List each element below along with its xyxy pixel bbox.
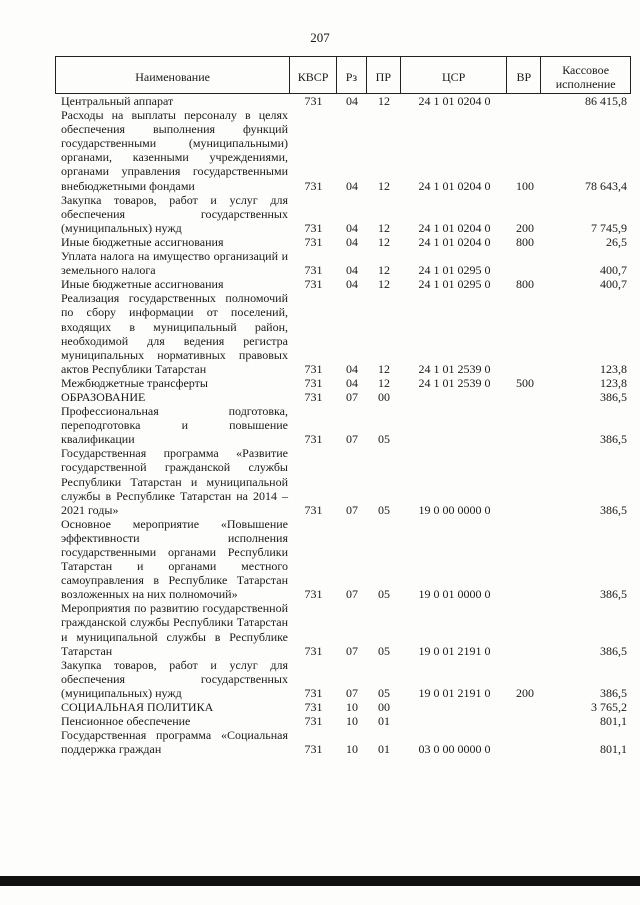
cell-name: Иные бюджетные ассигнования [61,234,224,249]
cell-name: Закупка товаров, работ и услуг для обеспечения государственных (муниципальных) нужд [61,192,288,235]
cell-kvsr: 731 [304,502,323,517]
cell-rz: 07 [346,389,358,404]
cell-amount: 801,1 [600,714,627,729]
cell-name: ОБРАЗОВАНИЕ [61,389,146,404]
cell-pr: 12 [378,263,390,278]
cell-kvsr: 731 [304,389,323,404]
table-row [55,446,631,516]
cell-csr: 24 1 01 0295 0 [418,277,491,292]
cell-vr: 200 [516,220,534,235]
cell-kvsr: 731 [304,220,323,235]
cell-kvsr: 731 [304,643,323,658]
cell-kvsr: 731 [304,277,323,292]
cell-name: Мероприятия по развитию государственной гражданской службы Республики Татарстан и муниципальной службы в Республике Татарстан [61,601,288,658]
table-row [55,714,631,728]
cell-name: Центральный аппарат [61,94,174,108]
header-amount: Кассовое исполнение [555,63,616,91]
cell-kvsr: 731 [304,587,323,602]
cell-pr: 12 [378,178,390,193]
cell-name: Расходы на выплаты персоналу в целях обеспечения выполнения функций государственными (муниципальными) органами, казенными учреждениями, органами управления государственными внебюджетными фондами [61,108,288,193]
cell-amount: 123,8 [600,375,627,390]
cell-pr: 12 [378,277,390,292]
cell-kvsr: 731 [304,361,323,376]
table-row [55,249,631,277]
header-rz: Рз [337,57,367,93]
cell-rz: 04 [346,220,358,235]
table-row [55,94,631,108]
cell-pr: 05 [378,502,390,517]
scan-edge-bar [0,876,640,886]
cell-amount: 801,1 [600,742,627,757]
cell-vr: 800 [516,234,534,249]
table-header [55,56,631,94]
cell-kvsr: 731 [304,94,323,108]
cell-name: Уплата налога на имущество организаций и земельного налога [61,249,288,278]
cell-rz: 04 [346,178,358,193]
table-row [55,193,631,235]
cell-csr: 24 1 01 0204 0 [418,178,491,193]
cell-amount: 26,5 [606,234,627,249]
header-csr: ЦСР [401,57,508,93]
cell-amount: 386,5 [600,643,627,658]
cell-rz: 04 [346,277,358,292]
header-name: Наименование [56,57,290,93]
cell-kvsr: 731 [304,375,323,390]
cell-pr: 12 [378,375,390,390]
cell-csr: 19 0 00 0000 0 [418,502,491,517]
cell-rz: 07 [346,502,358,517]
cell-pr: 00 [378,700,390,715]
cell-rz: 10 [346,742,358,757]
cell-kvsr: 731 [304,685,323,700]
cell-amount: 386,5 [600,502,627,517]
header-kvsr: КВСР [290,57,337,93]
cell-pr: 12 [378,94,390,108]
table-row [55,376,631,390]
table-row [55,601,631,657]
cell-kvsr: 731 [304,714,323,729]
header-vr: ВР [507,57,541,93]
cell-name: Государственная программа «Социальная поддержка граждан [61,728,288,757]
cell-name: СОЦИАЛЬНАЯ ПОЛИТИКА [61,700,214,715]
table-row [55,390,631,404]
cell-csr: 03 0 00 0000 0 [418,742,491,757]
cell-rz: 07 [346,685,358,700]
cell-rz: 04 [346,375,358,390]
cell-rz: 07 [346,587,358,602]
table-row [55,658,631,700]
cell-amount: 400,7 [600,277,627,292]
table-row [55,108,631,193]
cell-amount: 386,5 [600,587,627,602]
table-row [55,728,631,756]
cell-kvsr: 731 [304,234,323,249]
cell-csr: 19 0 01 0000 0 [418,587,491,602]
cell-rz: 04 [346,94,358,108]
cell-rz: 04 [346,234,358,249]
cell-amount: 386,5 [600,389,627,404]
cell-vr: 200 [516,685,534,700]
cell-name: Межбюджетные трансферты [61,375,208,390]
cell-amount: 3 765,2 [591,700,627,715]
cell-amount: 123,8 [600,361,627,376]
cell-name: Профессиональная подготовка, переподготовка и повышение квалификации [61,404,288,447]
cell-pr: 12 [378,234,390,249]
cell-pr: 05 [378,643,390,658]
cell-name: Закупка товаров, работ и услуг для обеспечения государственных (муниципальных) нужд [61,657,288,700]
cell-pr: 01 [378,742,390,757]
cell-amount: 400,7 [600,263,627,278]
cell-pr: 05 [378,685,390,700]
cell-amount: 386,5 [600,685,627,700]
cell-vr: 800 [516,277,534,292]
cell-name: Пенсионное обеспечение [61,714,191,729]
cell-amount: 386,5 [600,432,627,447]
cell-amount: 78 643,4 [585,178,627,193]
table-row [55,291,631,376]
cell-amount: 7 745,9 [591,220,627,235]
cell-kvsr: 731 [304,178,323,193]
header-pr: ПР [367,57,401,93]
cell-amount: 86 415,8 [585,94,627,108]
cell-rz: 10 [346,700,358,715]
cell-kvsr: 731 [304,432,323,447]
cell-rz: 04 [346,361,358,376]
table-body [55,94,631,756]
cell-pr: 00 [378,389,390,404]
cell-vr: 500 [516,375,534,390]
cell-kvsr: 731 [304,742,323,757]
page-number: 207 [310,30,330,45]
cell-csr: 19 0 01 2191 0 [418,685,491,700]
cell-csr: 24 1 01 0295 0 [418,263,491,278]
cell-name: Иные бюджетные ассигнования [61,277,224,292]
table-row [55,700,631,714]
cell-pr: 05 [378,432,390,447]
cell-kvsr: 731 [304,263,323,278]
cell-pr: 01 [378,714,390,729]
cell-csr: 24 1 01 0204 0 [418,94,491,108]
cell-pr: 12 [378,220,390,235]
table-row [55,517,631,602]
cell-csr: 19 0 01 2191 0 [418,643,491,658]
cell-name: Реализация государственных полномочий по сбору информации от поселений, входящих в муниципальный район, необходимой для ведения регистра муниципальных нормативных правовых актов Республики Татарстан [61,291,288,376]
cell-name: Основное мероприятие «Повышение эффективности исполнения государственными органами Республики Татарстан и органами местного самоуправления в Республике Татарстан возложенных на них полномочий» [61,516,288,602]
cell-pr: 12 [378,361,390,376]
cell-rz: 07 [346,643,358,658]
cell-name: Государственная программа «Развитие государственной гражданской службы Республики Татарстан и муниципальной службы в Республике Татарстан на 2014 – 2021 годы» [61,446,288,517]
cell-rz: 07 [346,432,358,447]
cell-csr: 24 1 01 2539 0 [418,361,491,376]
cell-csr: 24 1 01 0204 0 [418,220,491,235]
cell-rz: 04 [346,263,358,278]
table-row [55,235,631,249]
cell-pr: 05 [378,587,390,602]
table-row [55,277,631,291]
cell-rz: 10 [346,714,358,729]
cell-csr: 24 1 01 0204 0 [418,234,491,249]
table-row [55,404,631,446]
cell-vr: 100 [516,178,534,193]
cell-csr: 24 1 01 2539 0 [418,375,491,390]
cell-kvsr: 731 [304,700,323,715]
